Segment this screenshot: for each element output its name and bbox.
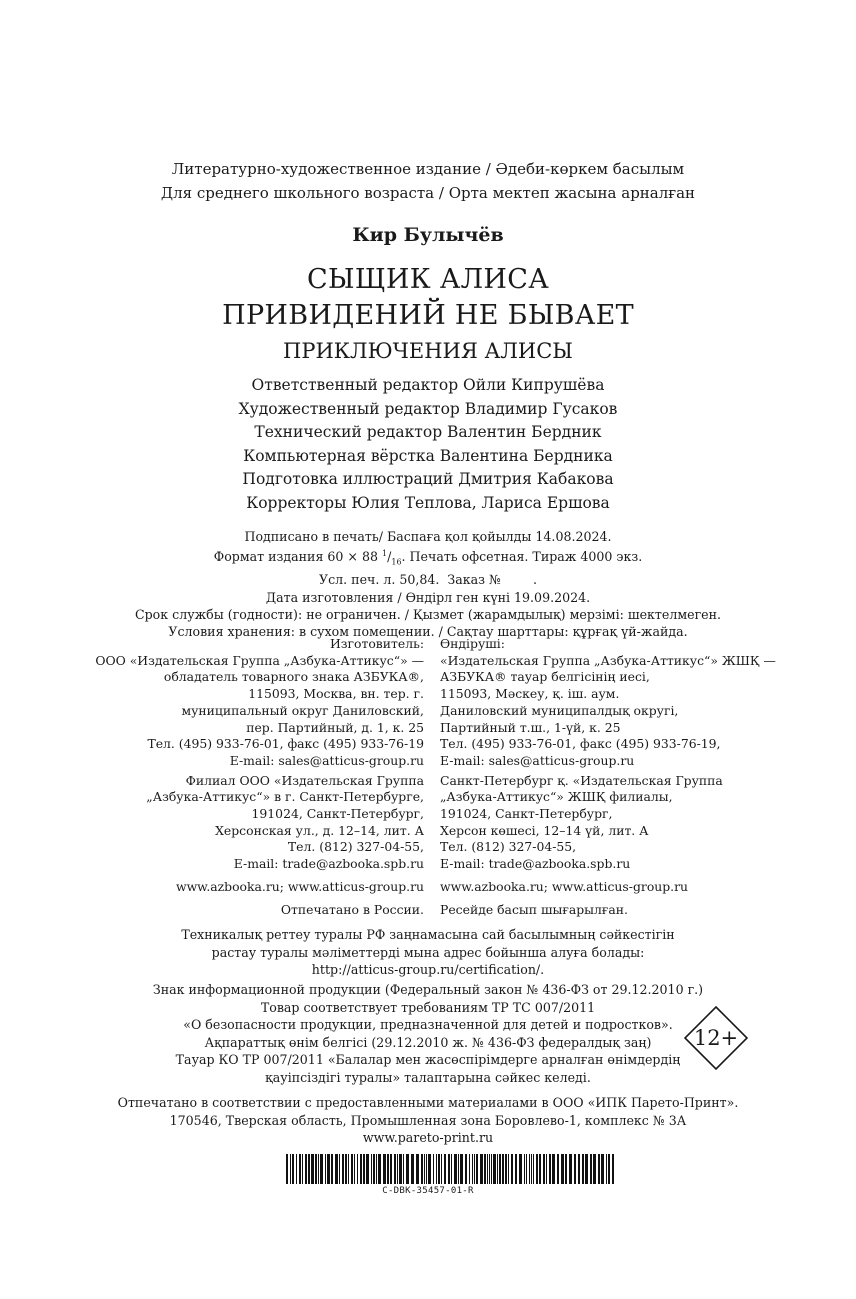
barcode-bar [444, 1154, 446, 1184]
age-group: Для среднего школьного возраста / Орта мектеп жасына арналған [160, 184, 696, 202]
barcode-bar [421, 1154, 423, 1184]
barcode-bar [335, 1154, 338, 1184]
barcode-bar [546, 1154, 547, 1184]
printed-in: Ресейде басып шығарылған. [440, 901, 628, 917]
shelf-life: Срок службы (годности): не ограничен. / Қызмет (жарамдылық) мерзімі: шектелмеген. [134, 606, 722, 622]
barcode-bar [582, 1154, 584, 1184]
barcode [286, 1154, 616, 1184]
barcode-bar [489, 1154, 490, 1184]
barcode-bar [320, 1154, 323, 1184]
barcode-bar [480, 1154, 483, 1184]
printer-line: Отпечатано в соответствии с предоставленными материалами в ООО «ИПК Парето-Принт». [117, 1095, 739, 1110]
branch-email: E-mail: trade@azbooka.spb.ru [440, 856, 631, 872]
series-name: ПРИКЛЮЧЕНИЯ АЛИСЫ [283, 339, 573, 363]
barcode-bar [493, 1154, 496, 1184]
barcode-number: C-DBK-35457-01-R [382, 1186, 474, 1196]
credits-list [0, 374, 856, 515]
barcode-bar [376, 1154, 377, 1184]
barcode-bar [357, 1154, 358, 1184]
barcode-bar [561, 1154, 564, 1184]
branch-line: Херсонская ул., д. 12–14, лит. А [215, 822, 424, 838]
address-line: обладатель товарного знака АЗБУКА®, [163, 669, 424, 685]
tech-line: растау туралы мәліметтерді мына адрес бойынша алуға болады: [211, 944, 645, 960]
address-line: Партийный т.ш., 1-үй, к. 25 [440, 719, 621, 735]
barcode-bar [302, 1154, 303, 1184]
barcode-bar [593, 1154, 596, 1184]
manufacture-date: Дата изготовления / Өндірл ген күні 19.09.2024. [265, 589, 591, 605]
barcode-bar [539, 1154, 541, 1184]
address-line: муниципальный округ Даниловский, [181, 702, 424, 718]
format-suffix: . Печать офсетная. Тираж 4000 экз. [401, 549, 643, 565]
branch-phone: Тел. (812) 327-04-55, [287, 839, 424, 855]
barcode-bar [315, 1154, 317, 1184]
age-rating-label: 12+ [693, 1026, 739, 1050]
barcode-bar [491, 1154, 492, 1184]
address-line: 115093, Москва, вн. тер. г. [248, 686, 424, 702]
barcode-bar [476, 1154, 478, 1184]
address-line: 115093, Мәскеу, қ. іш. аум. [440, 686, 620, 702]
phone-line: Тел. (495) 933-76-01, факс (495) 933-76-19 [147, 736, 424, 752]
credit-line: Художественный редактор Владимир Гусаков [238, 399, 618, 418]
credit-line: Ответственный редактор Ойли Кипрушёва [251, 376, 605, 394]
book-title [0, 262, 856, 366]
barcode-bar [416, 1154, 419, 1184]
barcode-bar [339, 1154, 340, 1184]
barcode-bar [436, 1154, 437, 1184]
barcode-bar [508, 1154, 509, 1184]
barcode-bar [487, 1154, 488, 1184]
barcode-bar [378, 1154, 381, 1184]
barcode-bar [299, 1154, 301, 1184]
format-prefix: Формат издания 60 × 88 [213, 549, 383, 565]
printer-website: www.pareto-print.ru [362, 1130, 494, 1145]
title-line-2: ПРИВИДЕНИЙ НЕ БЫВАЕТ [222, 300, 634, 331]
barcode-bar [469, 1154, 470, 1184]
barcode-bar [565, 1154, 567, 1184]
edition-info [0, 157, 856, 205]
barcode-bar [549, 1154, 551, 1184]
address-line: ООО «Издательская Группа „Азбука-Аттикус“» — [95, 652, 424, 668]
barcode-bar [411, 1154, 414, 1184]
barcode-bar [574, 1154, 576, 1184]
format-numerator: 1 [382, 549, 388, 559]
barcode-bar [612, 1154, 614, 1184]
branch-email: E-mail: trade@azbooka.spb.ru [233, 856, 424, 872]
barcode-bar [543, 1154, 545, 1184]
barcode-bar [484, 1154, 486, 1184]
barcode-bar [354, 1154, 355, 1184]
branch-line: Санкт-Петербург қ. «Издательская Группа [440, 772, 723, 788]
barcode-bar [308, 1154, 310, 1184]
credit-line: Технический редактор Валентин Бердник [254, 423, 602, 441]
age-line: Ақпараттық өнім белгісі (29.12.2010 ж. № 436-ФЗ федералдық заң) [204, 1034, 652, 1050]
branch-line: 191024, Санкт-Петербург, [440, 806, 613, 822]
barcode-bar [331, 1154, 333, 1184]
barcode-bar [515, 1154, 517, 1184]
barcode-bar [533, 1154, 534, 1184]
barcode-bar [569, 1154, 572, 1184]
phone-line: Тел. (495) 933-76-01, факс (495) 933-76-19, [440, 736, 721, 752]
title-line-1: СЫЩИК АЛИСА [307, 264, 549, 295]
barcode-bar [519, 1154, 522, 1184]
barcode-bar [327, 1154, 330, 1184]
barcode-bar [448, 1154, 450, 1184]
barcode-bar [383, 1154, 386, 1184]
sheets-order: Усл. печ. л. 50,84. Заказ № . [319, 572, 537, 588]
barcode-bar [608, 1154, 610, 1184]
barcode-bar [536, 1154, 538, 1184]
manufacturer-heading: Өндіруші: [440, 636, 505, 651]
barcode-bar [390, 1154, 392, 1184]
credit-line: Компьютерная вёрстка Валентина Бердника [243, 446, 613, 465]
barcode-bar [394, 1154, 396, 1184]
barcode-bar [451, 1154, 452, 1184]
barcode-bar [311, 1154, 314, 1184]
barcode-bar [511, 1154, 513, 1184]
branch-line: „Азбука-Аттикус“» ЖШҚ филиалы, [440, 789, 673, 805]
barcode-bar [371, 1154, 372, 1184]
printer-address: 170546, Тверская область, Промышленная зона Боровлево-1, комплекс № 3А [169, 1112, 687, 1128]
barcode-bar [499, 1154, 501, 1184]
age-line: Знак информационной продукции (Федеральный закон № 436-ФЗ от 29.12.2010 г.) [152, 982, 704, 997]
printed-in: Отпечатано в России. [280, 901, 424, 917]
branch-line: 191024, Санкт-Петербург, [251, 806, 424, 822]
barcode-bar [497, 1154, 498, 1184]
barcode-bar [290, 1154, 291, 1184]
storage-conditions: Условия хранения: в сухом помещении. / Сақтау шарттары: құрғақ үй-жайда. [168, 624, 688, 640]
email-line: E-mail: sales@atticus-group.ru [229, 752, 424, 768]
barcode-bar [454, 1154, 457, 1184]
barcode-bar [438, 1154, 440, 1184]
barcode-bar [502, 1154, 504, 1184]
barcode-bar [526, 1154, 527, 1184]
format-line: Формат издания 60 × 88 $^1/_{16}$. Печать офсетная. Тираж 4000 экз. [213, 549, 643, 567]
barcode-bar [342, 1154, 344, 1184]
credit-line: Подготовка иллюстраций Дмитрия Кабакова [242, 470, 614, 488]
barcode-bar [426, 1154, 427, 1184]
manufacturer-heading: Изготовитель: [329, 636, 424, 651]
barcode-bar [433, 1154, 434, 1184]
author-name: Кир Булычёв [352, 224, 504, 246]
barcode-bar [348, 1154, 349, 1184]
barcode-bar [505, 1154, 507, 1184]
branch-line: „Азбука-Аттикус“» в г. Санкт-Петербурге, [146, 789, 424, 805]
barcode-bar [351, 1154, 353, 1184]
manufacturer-columns [0, 636, 856, 918]
barcode-bar [474, 1154, 475, 1184]
address-line: «Издательская Группа „Азбука-Аттикус“» ЖШҚ — [440, 652, 776, 668]
barcode-bar [458, 1154, 459, 1184]
barcode-bar [366, 1154, 369, 1184]
credit-line: Корректоры Юлия Теплова, Лариса Ершова [246, 493, 610, 512]
format-denominator: 16 [391, 558, 402, 567]
branch-phone: Тел. (812) 327-04-55, [440, 839, 577, 855]
barcode-bar [585, 1154, 588, 1184]
barcode-bar [524, 1154, 525, 1184]
branch-line: Филиал ООО «Издательская Группа [185, 772, 424, 788]
printer-info [0, 1094, 856, 1147]
barcode-bar [360, 1154, 362, 1184]
barcode-bar [441, 1154, 442, 1184]
barcode-bar [465, 1154, 467, 1184]
age-rating-badge [684, 1006, 748, 1070]
barcode-bar [424, 1154, 425, 1184]
barcode-bar [428, 1154, 431, 1184]
age-line: Тауар КО ТР 007/2011 «Балалар мен жасөспірімдерге арналған өнімдердің [175, 1052, 681, 1067]
barcode-bar [305, 1154, 307, 1184]
barcode-bar [606, 1154, 607, 1184]
barcode-bar [325, 1154, 326, 1184]
barcode-bar [552, 1154, 555, 1184]
email-line: E-mail: sales@atticus-group.ru [440, 752, 635, 768]
manufacturer-ru [0, 636, 440, 918]
barcode-bar [399, 1154, 402, 1184]
barcode-bar [472, 1154, 473, 1184]
barcode-bar [345, 1154, 347, 1184]
barcode-bar [286, 1154, 288, 1184]
age-line: Товар соответствует требованиям ТР ТС 007/2011 [260, 999, 596, 1015]
tech-line: Техникалық реттеу туралы РФ заңнамасына сай басылымның сәйкестігін [181, 927, 675, 942]
website-line: www.azbooka.ru; www.atticus-group.ru [440, 878, 689, 894]
barcode-bar [363, 1154, 365, 1184]
edition-type: Литературно-художественное издание / Әдеби-көркем басылым [171, 160, 685, 178]
barcode-bar [318, 1154, 319, 1184]
branch-line: Херсон көшесі, 12–14 үй, лит. А [440, 822, 649, 838]
barcode-bar [598, 1154, 600, 1184]
barcode-bar [387, 1154, 389, 1184]
barcode-bar [557, 1154, 559, 1184]
barcode-bar [601, 1154, 604, 1184]
age-line: «О безопасности продукции, предназначенной для детей и подростков». [183, 1017, 673, 1032]
address-line: АЗБУКА® тауар белгісінің иесі, [440, 669, 650, 685]
barcode-bar [578, 1154, 580, 1184]
manufacturer-kz [440, 636, 856, 918]
barcode-bar [531, 1154, 532, 1184]
tech-regulation [0, 926, 856, 979]
barcode-bar [296, 1154, 297, 1184]
barcode-bar [590, 1154, 592, 1184]
address-line: Даниловский муниципалдық округі, [440, 702, 679, 718]
barcode-bar [406, 1154, 409, 1184]
barcode-bar [529, 1154, 530, 1184]
tech-line: http://atticus-group.ru/certification/. [311, 962, 545, 977]
barcode-bar [373, 1154, 375, 1184]
barcode-bar [292, 1154, 294, 1184]
barcode-bar [397, 1154, 398, 1184]
age-line: қауіпсіздігі туралы» талаптарына сәйкес келеді. [265, 1069, 591, 1085]
barcode-bar [460, 1154, 463, 1184]
address-line: пер. Партийный, д. 1, к. 25 [246, 719, 424, 735]
barcode-bar [403, 1154, 404, 1184]
print-details [0, 528, 856, 640]
signed-date: Подписано в печать/ Баспаға қол қойылды 14.08.2024. [244, 529, 612, 544]
website-line: www.azbooka.ru; www.atticus-group.ru [175, 878, 424, 894]
